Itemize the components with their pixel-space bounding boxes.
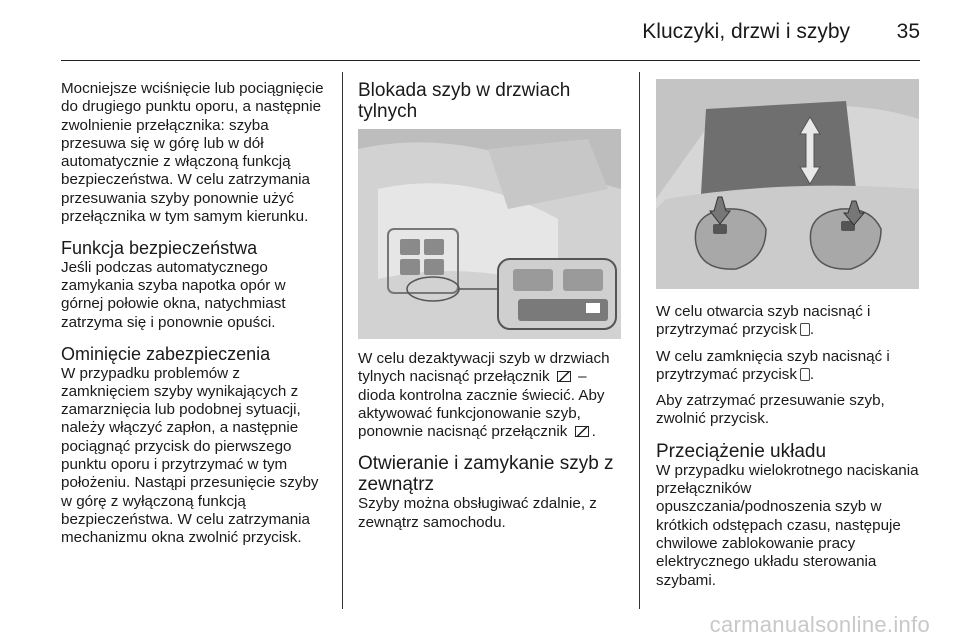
paragraph-system-overload: W przypadku wielokrotnego naciskania przełączników opuszczania/podnoszenia szyb w krótkich odstępach czasu, następuje chwilowe zablokowanie pracy elektrycznego układu sterowania szybami.: [656, 461, 919, 589]
paragraph-stop-windows: Aby zatrzymać przesuwanie szyb, zwolnić przycisk.: [656, 392, 885, 428]
heading-safety-function: Funkcja bezpieczeństwa: [61, 238, 258, 259]
car-window-remote-illustration: [656, 79, 919, 289]
unlock-button-icon: [800, 323, 810, 336]
paragraph-open-windows-text: W celu otwarcia szyb nacisnąć i przytrzymać przycisk: [656, 303, 871, 339]
column-divider-1: [342, 72, 343, 609]
paragraph-close-windows: W celu zamknięcia szyb nacisnąć i przytrzymać przycisk .: [656, 347, 890, 383]
paragraph-rear-window-lock: W celu dezaktywacji szyb w drzwiach tylnych nacisnąć przełącznik – dioda kontrolna zacznie świecić. Aby aktywować funkcjonowanie szyb, ponownie nacisnąć przełącznik .: [358, 350, 610, 441]
heading-override: Ominięcie zabezpieczenia: [61, 344, 271, 365]
page-header-title: Kluczyki, drzwi i szyby: [642, 20, 850, 43]
column-1: [61, 80, 329, 548]
rear-window-lock-icon: [557, 371, 571, 382]
rear-window-lock-switch-figure: [358, 129, 621, 339]
heading-remote-windows: Otwieranie i zamykanie szyb z zewnątrz: [358, 453, 614, 496]
column-3-text: [656, 303, 924, 590]
paragraph-auto-mode: Mocniejsze wciśnięcie lub pociągnięcie do drugiego punktu oporu, a następnie zwolnienie przełącznika: szyba przesuwa się w górę lub w dół automatycznie z włączoną funkcją bezpieczeństwa. W celu zatrzymania przesuwania szyby ponownie użyć przełącznika w tym samym kierunku.: [61, 80, 324, 226]
watermark: carmanualsonline.info: [709, 612, 930, 637]
paragraph-safety-function: Jeśli podczas automatycznego zamykania szyba napotka opór w górnej połowie okna, natychmiast zatrzyma się i ponownie opuści.: [61, 258, 286, 331]
heading-system-overload: Przeciążenie układu: [656, 440, 827, 462]
header-rule: [61, 60, 920, 61]
paragraph-rear-window-lock-part-1: W celu dezaktywacji szyb w drzwiach tylnych nacisnąć przełącznik: [358, 350, 610, 386]
column-2-text: [358, 350, 626, 532]
rear-window-lock-icon-2: [575, 426, 589, 437]
page-number: 35: [896, 20, 920, 43]
paragraph-open-windows: W celu otwarcia szyb nacisnąć i przytrzymać przycisk .: [656, 303, 871, 339]
paragraph-override: W przypadku problemów z zamknięciem szyby wynikających z zamarznięcia lub podobnej sytuacji, należy włączyć zapłon, a następnie pociągnąć przycisk do pierwszego punktu oporu i przytrzymać w tym położeniu. Nastąpi przesunięcie szyby w górę z wyłączoną funkcją bezpieczeństwa. W celu zatrzymania mechanizmu okna zwolnić przycisk.: [61, 364, 319, 547]
lock-button-icon: [800, 368, 810, 381]
heading-rear-window-lock: Blokada szyb w drzwiach tylnych: [358, 80, 571, 122]
remote-key-window-figure: [656, 79, 919, 289]
paragraph-rear-window-lock-part-2: – dioda kontrolna zacznie świecić. Aby aktywować funkcjonowanie szyb, ponownie nacisnąć przełącznik: [358, 368, 605, 441]
column-divider-2: [639, 72, 640, 609]
door-panel-illustration: [358, 129, 621, 339]
column-2: [358, 80, 626, 122]
paragraph-remote-windows: Szyby można obsługiwać zdalnie, z zewnątrz samochodu.: [358, 495, 597, 531]
paragraph-close-windows-text: W celu zamknięcia szyb nacisnąć i przytrzymać przycisk: [656, 347, 890, 383]
